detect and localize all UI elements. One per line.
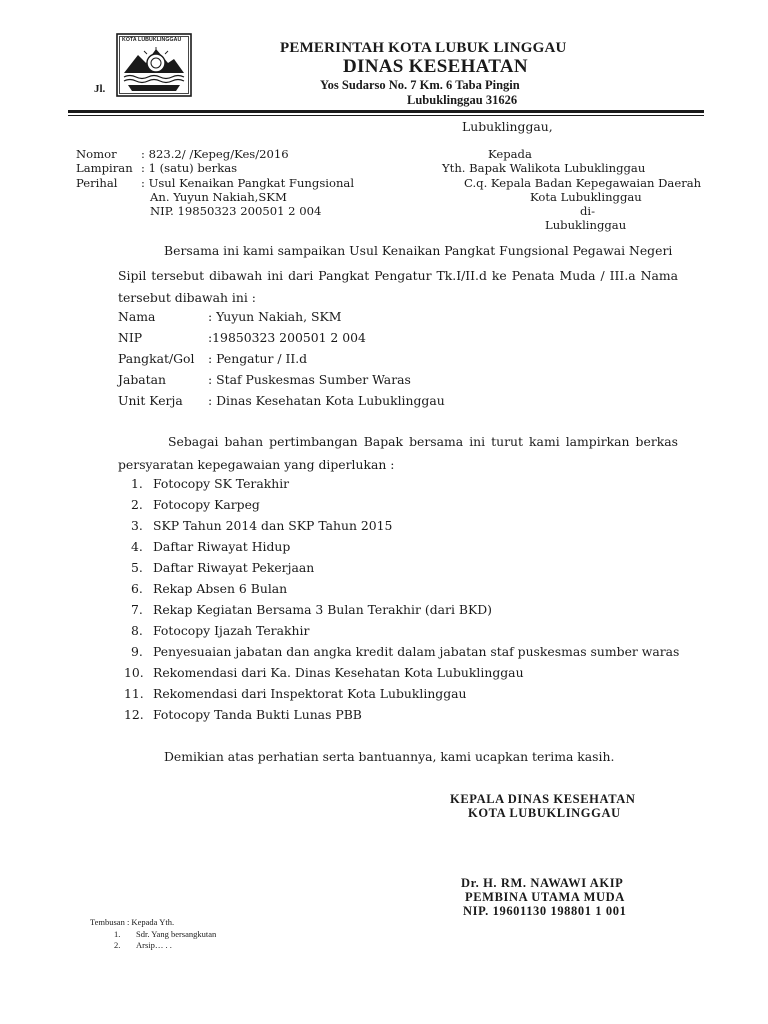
list-item: Fotocopy Tanda Bukti Lunas PBB [153,707,362,722]
letterhead-rule-thin [68,115,704,116]
agency-address: Yos Sudarso No. 7 Km. 6 Taba Pingin [320,78,520,92]
list-item-number: 1. [131,476,143,491]
detail-value: :19850323 200501 2 004 [208,330,366,345]
logo-caption: KOTA LUBUKLINGGAU [122,37,182,43]
list-item: Daftar Riwayat Hidup [153,539,291,554]
list-item: Rekap Absen 6 Bulan [153,581,288,596]
tembusan-item-number: 2. [114,940,121,950]
detail-label: NIP [118,330,143,345]
signatory-office: KOTA LUBUKLINGGAU [468,806,621,820]
list-item: Rekomendasi dari Inspektorat Kota Lubuklinggau [153,686,467,701]
list-item-number: 9. [131,644,143,659]
list-item: Fotocopy Ijazah Terakhir [153,623,310,638]
detail-value: : Staf Puskesmas Sumber Waras [208,372,411,387]
list-item-number: 7. [131,602,143,617]
para1-line3: tersebut dibawah ini : [118,290,256,305]
detail-value: : Pengatur / II.d [208,351,308,366]
para2-line2: persyaratan kepegawaian yang diperlukan : [118,457,395,472]
list-item-number: 2. [131,497,143,512]
tembusan-item-number: 1. [114,929,121,939]
list-item: Rekap Kegiatan Bersama 3 Bulan Terakhir (dari BKD) [153,602,492,617]
detail-label: Pangkat/Gol [118,351,195,366]
lampiran-value: : 1 (satu) berkas [141,161,238,175]
recipient-di: di- [580,204,596,218]
perihal-nip: NIP. 19850323 200501 2 004 [150,204,322,218]
para1-line1: Bersama ini kami sampaikan Usul Kenaikan Pangkat Fungsional Pegawai Negeri [164,243,673,258]
para2-line1: Sebagai bahan pertimbangan Bapak bersama ini turut kami lampirkan berkas [168,434,678,449]
signatory-name: Dr. H. RM. NAWAWI AKIP [461,876,624,890]
list-item-number: 3. [131,518,143,533]
place-date: Lubuklinggau, [462,119,553,134]
agency-city: Lubuklinggau 31626 [407,93,518,107]
list-item: Fotocopy SK Terakhir [153,476,290,491]
perihal-label: Perihal [76,176,118,190]
street-prefix: Jl. [94,83,106,95]
recipient-cq: C.q. Kepala Badan Kepegawaian Daerah [464,176,702,190]
list-item-number: 12. [124,707,144,722]
list-item-number: 4. [131,539,143,554]
recipient-kota: Kota Lubuklinggau [530,190,642,204]
recipient-yth: Yth. Bapak Walikota Lubuklinggau [442,161,646,175]
city-logo [116,33,192,97]
perihal-name: An. Yuyun Nakiah,SKM [150,190,287,204]
para1-line2: Sipil tersebut dibawah ini dari Pangkat Pengatur Tk.I/II.d ke Penata Muda / III.a Nama [118,268,678,283]
detail-label: Jabatan [118,372,167,387]
detail-value: : Dinas Kesehatan Kota Lubuklinggau [208,393,445,408]
recipient-place: Lubuklinggau [545,218,627,232]
detail-value: : Yuyun Nakiah, SKM [208,309,342,324]
perihal-value: : Usul Kenaikan Pangkat Fungsional [141,176,355,190]
list-item: Rekomendasi dari Ka. Dinas Kesehatan Kota Lubuklinggau [153,665,524,680]
list-item-number: 6. [131,581,143,596]
tembusan-title: Tembusan : Kepada Yth. [90,917,175,927]
detail-label: Nama [118,309,156,324]
tembusan-item: Arsip… . . [136,940,172,950]
list-item-number: 11. [124,686,144,701]
tembusan-item: Sdr. Yang bersangkutan [136,929,217,939]
detail-label: Unit Kerja [118,393,183,408]
letterhead-rule-thick [68,110,704,113]
nomor-value: : 823.2/ /Kepeg/Kes/2016 [141,147,289,161]
list-item: Penyesuaian jabatan dan angka kredit dalam jabatan staf puskesmas sumber waras [153,644,680,659]
signatory-title: KEPALA DINAS KESEHATAN [450,792,636,806]
list-item-number: 5. [131,560,143,575]
lampiran-label: Lampiran [76,161,133,175]
list-item: Daftar Riwayat Pekerjaan [153,560,315,575]
nomor-label: Nomor [76,147,117,161]
signatory-rank: PEMBINA UTAMA MUDA [465,890,625,904]
government-name: PEMERINTAH KOTA LUBUK LINGGAU [280,40,567,56]
list-item: SKP Tahun 2014 dan SKP Tahun 2015 [153,518,393,533]
list-item-number: 10. [124,665,144,680]
signatory-nip: NIP. 19601130 198801 1 001 [463,904,627,918]
list-item-number: 8. [131,623,143,638]
list-item: Fotocopy Karpeg [153,497,260,512]
closing-sentence: Demikian atas perhatian serta bantuannya, kami ucapkan terima kasih. [164,749,615,764]
recipient-kepada: Kepada [488,147,532,161]
agency-name: DINAS KESEHATAN [343,56,528,77]
